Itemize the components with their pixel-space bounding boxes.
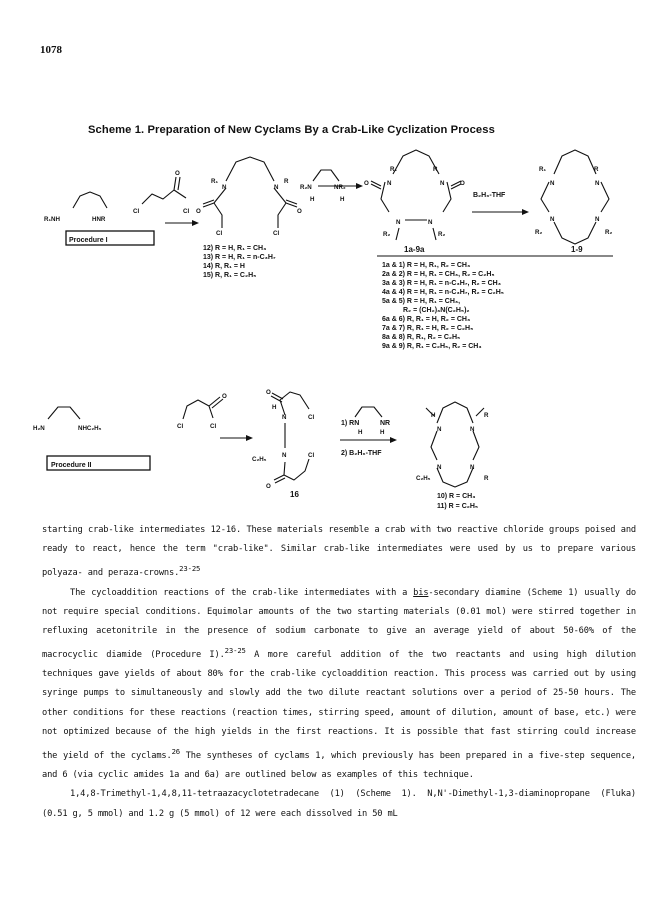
reference-superscript: 26 xyxy=(171,747,180,757)
atom-label: N xyxy=(470,426,475,433)
procedure-ii-label: Procedure II xyxy=(51,462,92,469)
diamine-chain xyxy=(73,192,107,208)
atom-label: H xyxy=(272,404,277,411)
atom-label: N xyxy=(282,414,287,421)
atom-label: N xyxy=(550,180,555,187)
compound-list-item: 9a & 9) R, R₁ = C₂H₅, R₂ = CH₃ xyxy=(382,343,482,350)
atom-label: N xyxy=(437,464,442,471)
compound-label-16: 16 xyxy=(290,490,299,499)
scheme-title: Scheme 1. Preparation of New Cyclams By a Crab-Like Cyclization Process xyxy=(88,124,495,136)
reagent-step-1: 1) RN xyxy=(341,420,360,427)
paragraph-2: The cycloaddition reactions of the crab-like intermediates with a bis-secondary diamine (Scheme 1) usually do not require special conditions. Equimolar amounts of the two starting materials (0.01 mol) were stirred together in refluxing acetonitrile in the presence of sodium carbonate to give an average yield of about 50-60% of the macrocyclic diamide (Procedure I).$^{23-25}$ A more careful addition of the two reactants and using high dilution techniques gave yields of about 80% for the crab-like cycloaddition reaction. This process was carried out by using syringe pumps to simultaneously and slowly add the two dilute reactant solutions over a period of 25-50 hours. The other conditions for these reactions (reaction times, stirring speed, amount of dilution, amount of base, etc.) were not optimized because of the high yields in the first reactions. It is possible that fast stirring could increase the yield of the cyclams.$^{26}$ The syntheses of cyclams 1, which previously has been prepared in a five-step sequence, and 6 (via cyclic amides 1a and 6a) are outlined below as examples of this technique. xyxy=(42,587,637,781)
compound-list-item: 4a & 4) R = H, R₁ = n-C₃H₇, R₂ = C₂H₅ xyxy=(382,289,505,296)
atom-label: O xyxy=(460,180,465,187)
atom-label: N xyxy=(282,452,287,459)
atom-label: O xyxy=(297,208,302,215)
atom-label: O xyxy=(222,393,227,400)
compound-list-item: 11) R = C₂H₅ xyxy=(437,503,479,510)
atom-label: C₂H₅ xyxy=(416,475,431,482)
atom-label: H₂N xyxy=(33,425,45,432)
compound-list-item: 13) R = H, R₁ = n-C₃H₇ xyxy=(203,254,276,261)
cyclam-top-bridge xyxy=(554,150,596,174)
atom-label: Cl xyxy=(308,414,315,421)
body-text xyxy=(42,521,636,824)
atom-label: R xyxy=(284,178,289,185)
paragraph-3: 1,4,8-Trimethyl-1,4,8,11-tetraazacyclotetradecane (1) (Scheme 1). N,N'-Dimethyl-1,3-diaminopropane (Fluka) (0.51 g, 5 mmol) and 1.2 g (5 mmol) of 12 were each dissolved in 50 mL xyxy=(42,789,636,819)
atom-label: N xyxy=(550,216,555,223)
reagent-step-1-nr: NR xyxy=(380,420,391,427)
emphasis-bis: bis xyxy=(413,587,429,598)
atom-label: N xyxy=(595,216,600,223)
atom-label: H xyxy=(340,196,345,203)
compound-list-item: 6a & 6) R, R₁ = H, R₂ = CH₃ xyxy=(382,316,471,323)
compound-list-item: 5a & 5) R = H, R₁ = CH₃, xyxy=(382,298,461,305)
atom-label: H xyxy=(358,429,363,436)
atom-label: N xyxy=(222,184,227,191)
atom-label: N xyxy=(595,180,600,187)
atom-label: H xyxy=(310,196,315,203)
atom-label: Cl xyxy=(133,208,140,215)
atom-label: R₁ xyxy=(539,166,547,173)
atom-label: R₂ xyxy=(535,229,543,236)
atom-label: R₁ xyxy=(390,166,398,173)
compound-list-item: R₂ = (CH₂)₃N(C₂H₅)₂ xyxy=(403,307,470,314)
atom-label: O xyxy=(196,208,201,215)
atom-label: R₁NH xyxy=(44,216,60,223)
reagent-b2h6-thf: B₂H₆-THF xyxy=(473,192,506,199)
compound-list-item: 14) R, R₁ = H xyxy=(203,263,245,270)
atom-label: Cl xyxy=(183,208,190,215)
crab-propyl-bridge xyxy=(226,157,274,181)
atom-label: R xyxy=(484,475,489,482)
procedure-i-label: Procedure I xyxy=(69,237,108,244)
experimental-heading: 1,4,8-Trimethyl-1,4,8,11-tetraazacyclotetradecane (1) (Scheme 1). xyxy=(70,789,417,800)
atom-label: O xyxy=(266,483,271,490)
atom-label: R xyxy=(433,166,438,173)
atom-label: R₂ xyxy=(383,231,391,238)
acyl-chloride-chain xyxy=(142,190,174,204)
atom-label: O xyxy=(364,180,369,187)
atom-label: N xyxy=(470,464,475,471)
atom-label: HNR xyxy=(92,216,106,223)
atom-label: Cl xyxy=(216,230,223,237)
atom-label: R₂ xyxy=(605,229,613,236)
atom-label: R₂ xyxy=(438,231,446,238)
compound-list-item: 2a & 2) R = H, R₁ = CH₃, R₂ = C₂H₅ xyxy=(382,271,495,278)
atom-label: O xyxy=(266,389,271,396)
atom-label: N xyxy=(274,184,279,191)
atom-label: Cl xyxy=(210,423,217,430)
atom-label: H xyxy=(431,412,436,419)
chloropropionyl-chain xyxy=(183,400,209,419)
atom-label: C₂H₅ xyxy=(252,456,267,463)
atom-label: N xyxy=(396,219,401,226)
ethyl-diamine-chain xyxy=(48,407,80,419)
ethylenediamine-chain xyxy=(313,170,339,181)
compound-list-item: 1a & 1) R = H, R₁, R₂ = CH₃ xyxy=(382,262,471,269)
atom-label: NHC₂H₅ xyxy=(78,425,102,432)
compound-list-item: 8a & 8) R, R₁, R₂ = C₂H₅ xyxy=(382,334,461,341)
intermediate-16 xyxy=(280,392,309,415)
atom-label: R xyxy=(484,412,489,419)
compound-list-item: 10) R = CH₃ xyxy=(437,493,476,500)
reference-superscript: 23-25 xyxy=(224,646,246,656)
atom-label: R₂N xyxy=(300,184,312,191)
atom-label: R₁ xyxy=(211,178,219,185)
atom-label: Cl xyxy=(177,423,184,430)
atom-label: Cl xyxy=(308,452,315,459)
page-number: 1078 xyxy=(40,44,62,56)
cyclam-10-11 xyxy=(437,402,473,423)
compound-label-1-9: 1-9 xyxy=(571,245,583,254)
atom-label: H xyxy=(380,429,385,436)
atom-label: N xyxy=(387,180,392,187)
compound-list-item: 7a & 7) R, R₁ = H, R₂ = C₂H₅ xyxy=(382,325,474,332)
atom-label: O xyxy=(175,170,180,177)
atom-label: R xyxy=(594,166,599,173)
compound-list-item: 3a & 3) R = H, R₁ = n-C₃H₇, R₂ = CH₃ xyxy=(382,280,501,287)
reference-superscript: 23-25 xyxy=(179,564,201,574)
compound-list-item: 12) R = H, R₁ = CH₃ xyxy=(203,245,267,252)
reagent-step-2: 2) B₂H₆-THF xyxy=(341,450,382,457)
compound-list-item: 15) R, R₁ = C₂H₅ xyxy=(203,272,257,279)
compound-label-1a-9a: 1a-9a xyxy=(404,245,425,254)
atom-label: N xyxy=(440,180,445,187)
atom-label: N xyxy=(428,219,433,226)
paragraph-1: starting crab-like intermediates 12-16. These materials resemble a crab with two reactive chloride groups poised and ready to react, hence the term "crab-like". Similar crab-like intermediates were used by us to prepare various polyaza- and peraza-crowns.$^{23-25}$ xyxy=(42,525,636,579)
atom-label: NR₂ xyxy=(334,184,346,191)
atom-label: N xyxy=(437,426,442,433)
atom-label: Cl xyxy=(273,230,280,237)
